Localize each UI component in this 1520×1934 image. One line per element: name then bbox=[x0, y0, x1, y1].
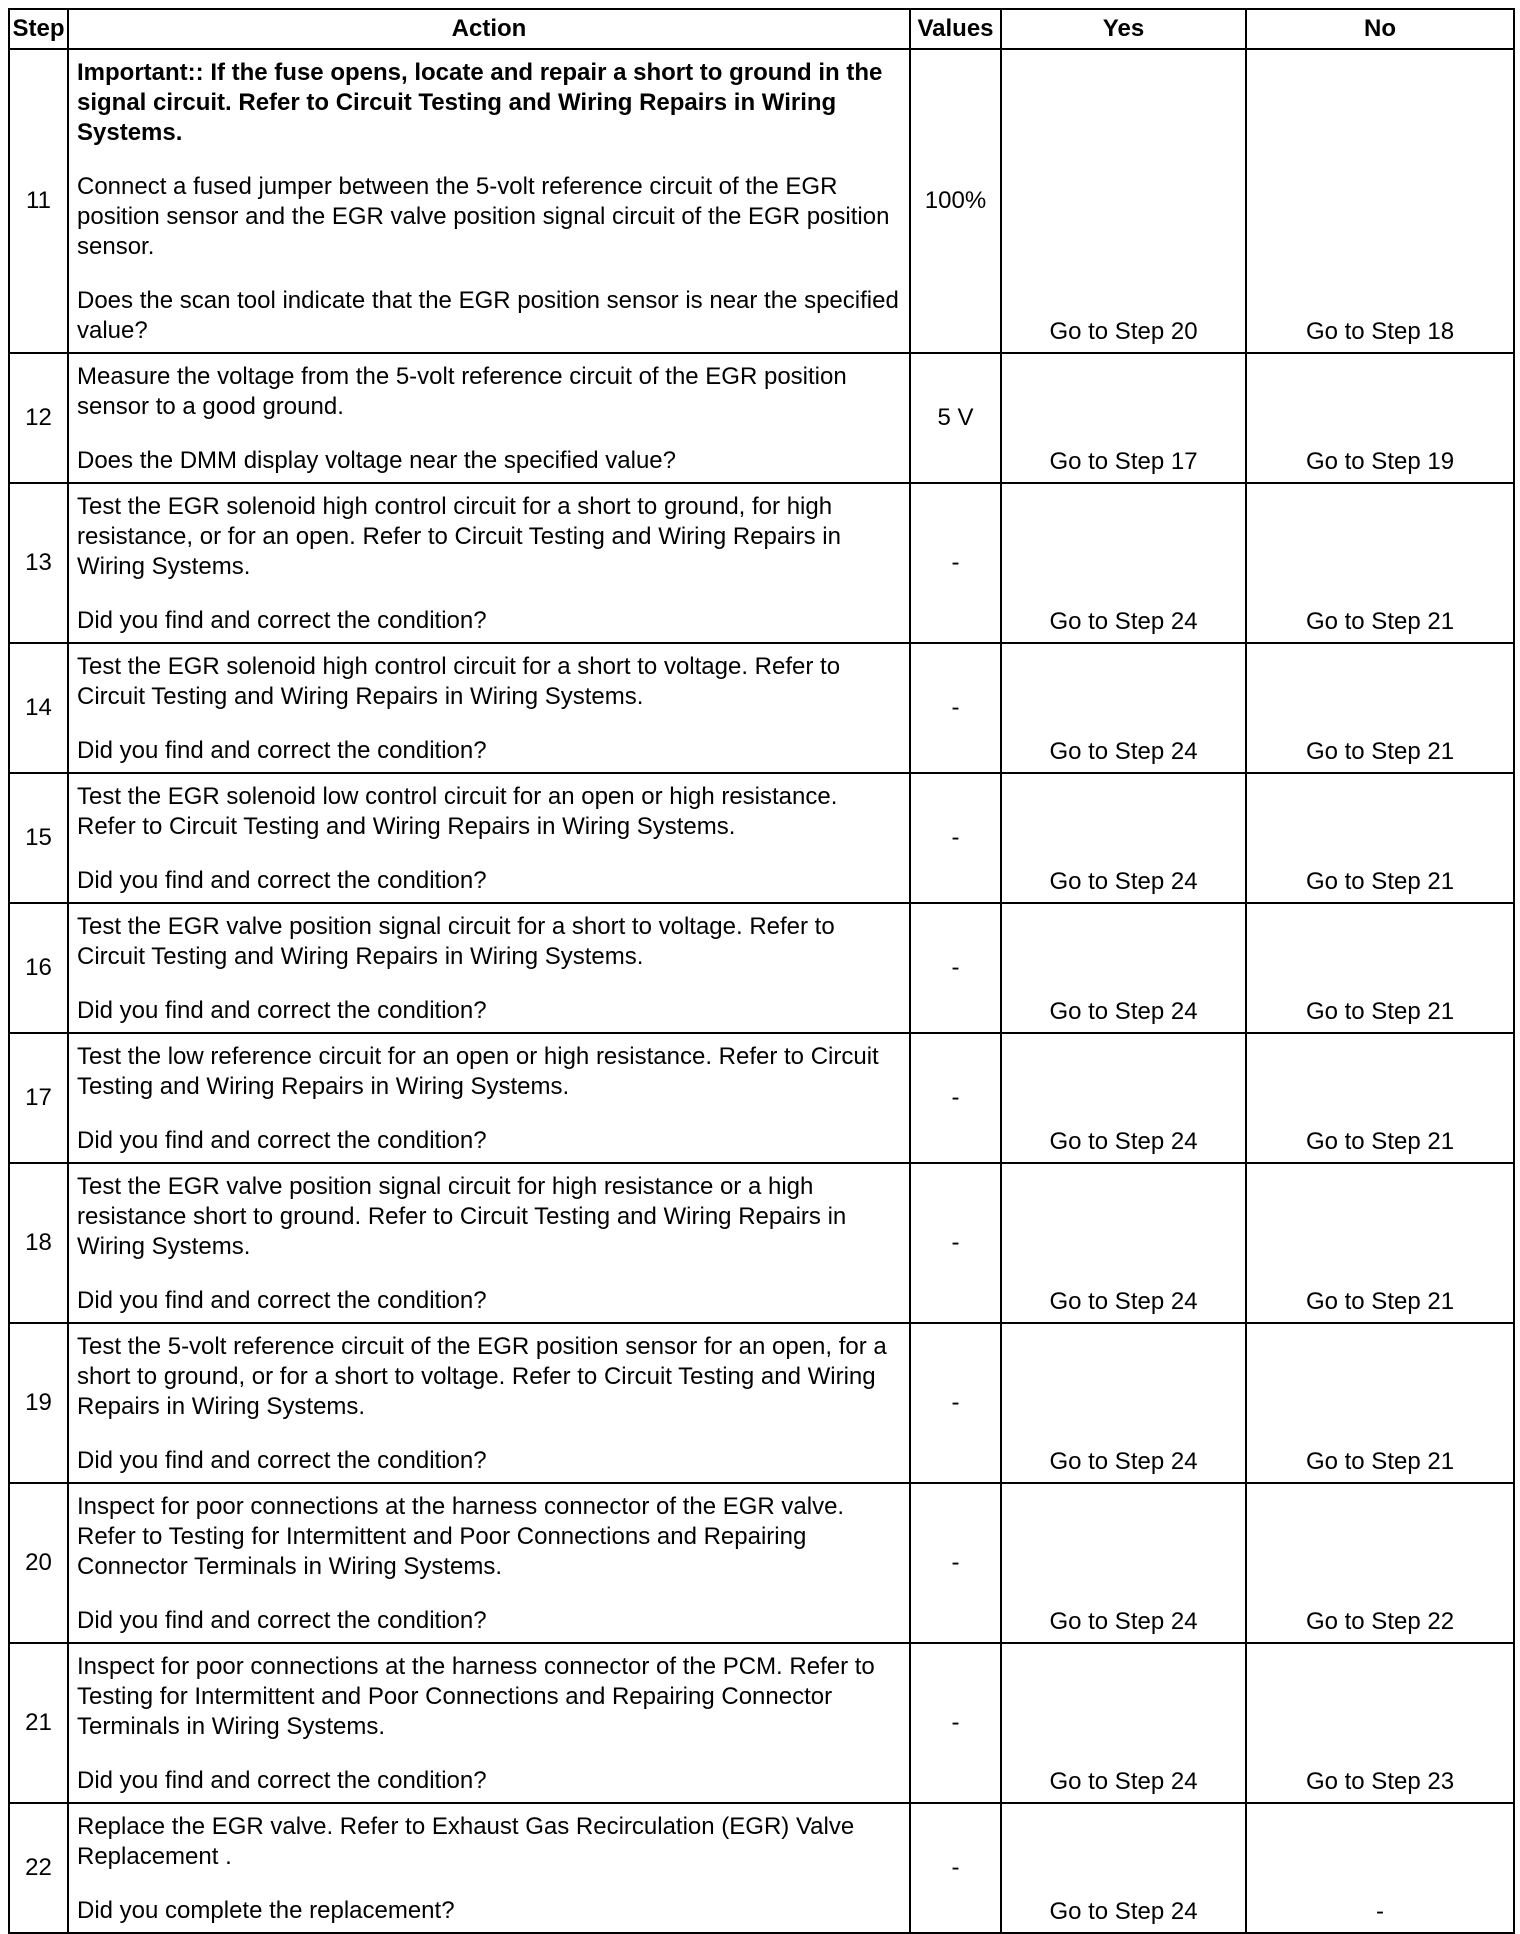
no-cell: Go to Step 21 bbox=[1246, 1033, 1514, 1163]
action-question: Did you find and correct the condition? bbox=[77, 867, 487, 894]
action-question: Did you find and correct the condition? bbox=[77, 1287, 487, 1314]
action-text: Test the EGR valve position signal circuit for high resistance or a high resistance short to ground. Refer to Circuit Testing and Wiring Repairs in Wiring Systems. bbox=[77, 1173, 847, 1260]
yes-cell: Go to Step 24 bbox=[1001, 1323, 1246, 1483]
action-cell bbox=[68, 49, 910, 353]
value-cell: - bbox=[910, 483, 1001, 643]
action-cell bbox=[68, 903, 910, 1033]
value-cell: - bbox=[910, 1163, 1001, 1323]
step-number: 21 bbox=[9, 1643, 68, 1803]
value-cell: - bbox=[910, 1803, 1001, 1933]
action-question: Did you find and correct the condition? bbox=[77, 737, 487, 764]
table-row bbox=[9, 643, 1514, 773]
action-text: Test the EGR solenoid low control circuit for an open or high resistance. Refer to Circuit Testing and Wiring Repairs in Wiring Systems. bbox=[77, 783, 838, 840]
yes-cell: Go to Step 24 bbox=[1001, 1803, 1246, 1933]
table-row bbox=[9, 483, 1514, 643]
table-row bbox=[9, 1033, 1514, 1163]
action-text: Measure the voltage from the 5-volt reference circuit of the EGR position sensor to a good ground. bbox=[77, 363, 847, 420]
table-row bbox=[9, 903, 1514, 1033]
action-text: Test the 5-volt reference circuit of the EGR position sensor for an open, for a short to ground, or for a short to voltage. Refer to Circuit Testing and Wiring Repairs in Wiring Systems. bbox=[77, 1333, 887, 1420]
action-cell bbox=[68, 353, 910, 483]
action-question: Did you find and correct the condition? bbox=[77, 997, 487, 1024]
no-cell: Go to Step 21 bbox=[1246, 483, 1514, 643]
yes-cell: Go to Step 24 bbox=[1001, 1483, 1246, 1643]
step-number: 16 bbox=[9, 903, 68, 1033]
table-row bbox=[9, 49, 1514, 353]
action-text: Inspect for poor connections at the harness connector of the EGR valve. Refer to Testing for Intermittent and Poor Connections and Repairing Connector Terminals in Wiring Systems. bbox=[77, 1493, 845, 1580]
table-row bbox=[9, 1323, 1514, 1483]
action-text: Inspect for poor connections at the harness connector of the PCM. Refer to Testing for Intermittent and Poor Connections and Repairing Connector Terminals in Wiring Systems. bbox=[77, 1653, 875, 1740]
no-cell: Go to Step 21 bbox=[1246, 643, 1514, 773]
yes-cell: Go to Step 24 bbox=[1001, 1643, 1246, 1803]
action-question: Did you find and correct the condition? bbox=[77, 1127, 487, 1154]
yes-cell: Go to Step 24 bbox=[1001, 643, 1246, 773]
yes-cell: Go to Step 24 bbox=[1001, 483, 1246, 643]
step-number: 17 bbox=[9, 1033, 68, 1163]
value-cell: - bbox=[910, 1643, 1001, 1803]
step-number: 19 bbox=[9, 1323, 68, 1483]
action-question: Did you find and correct the condition? bbox=[77, 607, 487, 634]
action-text: Replace the EGR valve. Refer to Exhaust Gas Recirculation (EGR) Valve Replacement . bbox=[77, 1813, 855, 1870]
table-row bbox=[9, 1803, 1514, 1933]
action-text: Test the EGR solenoid high control circuit for a short to voltage. Refer to Circuit Testing and Wiring Repairs in Wiring Systems. bbox=[77, 653, 841, 710]
table-row bbox=[9, 773, 1514, 903]
table-row bbox=[9, 1643, 1514, 1803]
action-question: Does the scan tool indicate that the EGR position sensor is near the specified value? bbox=[77, 287, 899, 344]
yes-cell: Go to Step 24 bbox=[1001, 1033, 1246, 1163]
action-cell bbox=[68, 1643, 910, 1803]
value-cell: 100% bbox=[910, 49, 1001, 353]
action-text: Test the EGR valve position signal circuit for a short to voltage. Refer to Circuit Testing and Wiring Repairs in Wiring Systems. bbox=[77, 913, 835, 970]
header-row bbox=[9, 9, 1514, 49]
table-row bbox=[9, 1483, 1514, 1643]
no-cell: Go to Step 18 bbox=[1246, 49, 1514, 353]
header-step: Step bbox=[9, 9, 68, 49]
no-cell: Go to Step 21 bbox=[1246, 773, 1514, 903]
step-number: 20 bbox=[9, 1483, 68, 1643]
action-text: Test the EGR solenoid high control circuit for a short to ground, for high resistance, or for an open. Refer to Circuit Testing and Wiring Repairs in Wiring Systems. bbox=[77, 493, 841, 580]
no-cell: Go to Step 23 bbox=[1246, 1643, 1514, 1803]
step-number: 15 bbox=[9, 773, 68, 903]
no-cell: Go to Step 21 bbox=[1246, 1323, 1514, 1483]
header-action: Action bbox=[68, 9, 910, 49]
value-cell: - bbox=[910, 903, 1001, 1033]
action-question: Did you find and correct the condition? bbox=[77, 1447, 487, 1474]
no-cell: Go to Step 21 bbox=[1246, 903, 1514, 1033]
header-values: Values bbox=[910, 9, 1001, 49]
step-number: 13 bbox=[9, 483, 68, 643]
value-cell: - bbox=[910, 1323, 1001, 1483]
action-question: Did you complete the replacement? bbox=[77, 1897, 455, 1924]
step-number: 11 bbox=[9, 49, 68, 353]
value-cell: - bbox=[910, 1033, 1001, 1163]
action-question: Did you find and correct the condition? bbox=[77, 1767, 487, 1794]
important-note: Important:: If the fuse opens, locate and repair a short to ground in the signal circuit. Refer to Circuit Testing and Wiring Repairs in Wiring Systems. bbox=[77, 59, 883, 146]
action-cell bbox=[68, 1033, 910, 1163]
action-cell bbox=[68, 773, 910, 903]
action-cell bbox=[68, 1323, 910, 1483]
value-cell: - bbox=[910, 1483, 1001, 1643]
step-number: 22 bbox=[9, 1803, 68, 1933]
no-cell: Go to Step 22 bbox=[1246, 1483, 1514, 1643]
yes-cell: Go to Step 17 bbox=[1001, 353, 1246, 483]
step-number: 12 bbox=[9, 353, 68, 483]
action-cell bbox=[68, 483, 910, 643]
no-cell: Go to Step 19 bbox=[1246, 353, 1514, 483]
value-cell: - bbox=[910, 643, 1001, 773]
step-number: 14 bbox=[9, 643, 68, 773]
action-text: Connect a fused jumper between the 5-volt reference circuit of the EGR position sensor and the EGR valve position signal circuit of the EGR position sensor. bbox=[77, 173, 890, 260]
value-cell: - bbox=[910, 773, 1001, 903]
action-cell bbox=[68, 1803, 910, 1933]
step-number: 18 bbox=[9, 1163, 68, 1323]
action-question: Does the DMM display voltage near the specified value? bbox=[77, 447, 676, 474]
header-no: No bbox=[1246, 9, 1514, 49]
table-row bbox=[9, 353, 1514, 483]
action-cell bbox=[68, 1163, 910, 1323]
no-cell: - bbox=[1246, 1803, 1514, 1933]
yes-cell: Go to Step 24 bbox=[1001, 773, 1246, 903]
action-cell bbox=[68, 643, 910, 773]
action-text: Test the low reference circuit for an open or high resistance. Refer to Circuit Testing and Wiring Repairs in Wiring Systems. bbox=[77, 1043, 879, 1100]
yes-cell: Go to Step 20 bbox=[1001, 49, 1246, 353]
action-question: Did you find and correct the condition? bbox=[77, 1607, 487, 1634]
header-yes: Yes bbox=[1001, 9, 1246, 49]
action-cell bbox=[68, 1483, 910, 1643]
no-cell: Go to Step 21 bbox=[1246, 1163, 1514, 1323]
table-row bbox=[9, 1163, 1514, 1323]
yes-cell: Go to Step 24 bbox=[1001, 1163, 1246, 1323]
diagnostic-table bbox=[8, 8, 1515, 1934]
yes-cell: Go to Step 24 bbox=[1001, 903, 1246, 1033]
value-cell: 5 V bbox=[910, 353, 1001, 483]
